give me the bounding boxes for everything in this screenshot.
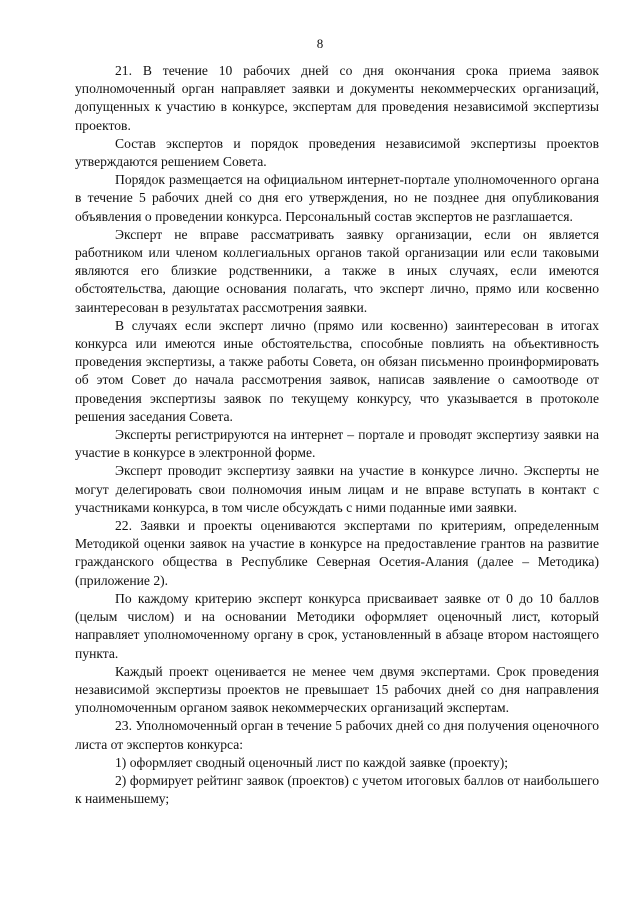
page-number: 8 <box>316 36 324 51</box>
paragraph-self-recusal: В случаях если эксперт лично (прямо или косвенно) заинтересован в итогах конкурса или имеются иные обстоятельства, способные повлиять на объективность проведения экспертизы, а также работы Совета, он обязан письменно проинформировать об этом Совет до начала рассмотрения заявок, написав заявление о самоотводе от проведения экспертизы заявок по текущему конкурсу, что указывается в протоколе решения заседания Совета. <box>75 317 599 424</box>
document-body <box>75 62 599 808</box>
paragraph-personal-review: Эксперт проводит экспертизу заявки на участие в конкурсе лично. Эксперты не могут делегировать свои полномочия иным лицам и не вправе вступать в контакт с участниками конкурса, в том числе обсуждать с ними поданные ими заявки. <box>75 463 599 515</box>
paragraph-22-criteria: 22. Заявки и проекты оцениваются экспертами по критериям, определенным Методикой оценки заявок на участие в конкурсе на предоставление грантов на развитие гражданского общества в Республике Северная Осетия-Алания (далее – Методика) (приложение 2). <box>75 518 599 588</box>
paragraph-23-intro: 23. Уполномоченный орган в течение 5 рабочих дней со дня получения оценочного листа от экспертов конкурса: <box>75 718 599 752</box>
paragraph-registration: Эксперты регистрируются на интернет – портале и проводят экспертизу заявки на участие в конкурсе в электронной форме. <box>75 427 599 461</box>
list-item-1: 1) оформляет сводный оценочный лист по каждой заявке (проекту); <box>115 754 508 770</box>
paragraph-two-experts: Каждый проект оценивается не менее чем двумя экспертами. Срок проведения независимой экспертизы проектов не превышает 15 рабочих дней со дня направления уполномоченным органом заявок некоммерческих организаций экспертам. <box>75 663 599 716</box>
paragraph-experts-composition: Состав экспертов и порядок проведения независимой экспертизы проектов утверждаются решением Совета. <box>75 135 599 170</box>
paragraph-order-publication: Порядок размещается на официальном интернет-портале уполномоченного органа в течение 5 рабочих дней со дня его утверждения, но не позднее дня опубликования объявления о проведении конкурса. Персональный состав экспертов не разглашается. <box>75 172 599 224</box>
paragraph-expert-conflict: Эксперт не вправе рассматривать заявку организации, если он является работником или членом коллегиальных органов такой организации или если таковыми являются его близкие родственники, а также в иных случаях, если имеются обстоятельства, дающие основания полагать, что эксперт лично, прямо или косвенно заинтересован в результатах рассмотрения заявки. <box>75 226 599 315</box>
paragraph-scoring: По каждому критерию эксперт конкурса присваивает заявке от 0 до 10 баллов (целым числом) и на основании Методики оформляет оценочный лист, который направляет уполномоченному органу в срок, установленный в абзаце втором настоящего пункта. <box>75 590 599 661</box>
list-item-2: 2) формирует рейтинг заявок (проектов) с учетом итоговых баллов от наибольшего к наименьшему; <box>75 772 599 807</box>
paragraph-21-intro: 21. В течение 10 рабочих дней со дня окончания срока приема заявок уполномоченный орган направляет заявки и документы некоммерческих организаций, допущенных к участию в конкурсе, экспертам для проведения независимой экспертизы проектов. <box>75 63 599 133</box>
